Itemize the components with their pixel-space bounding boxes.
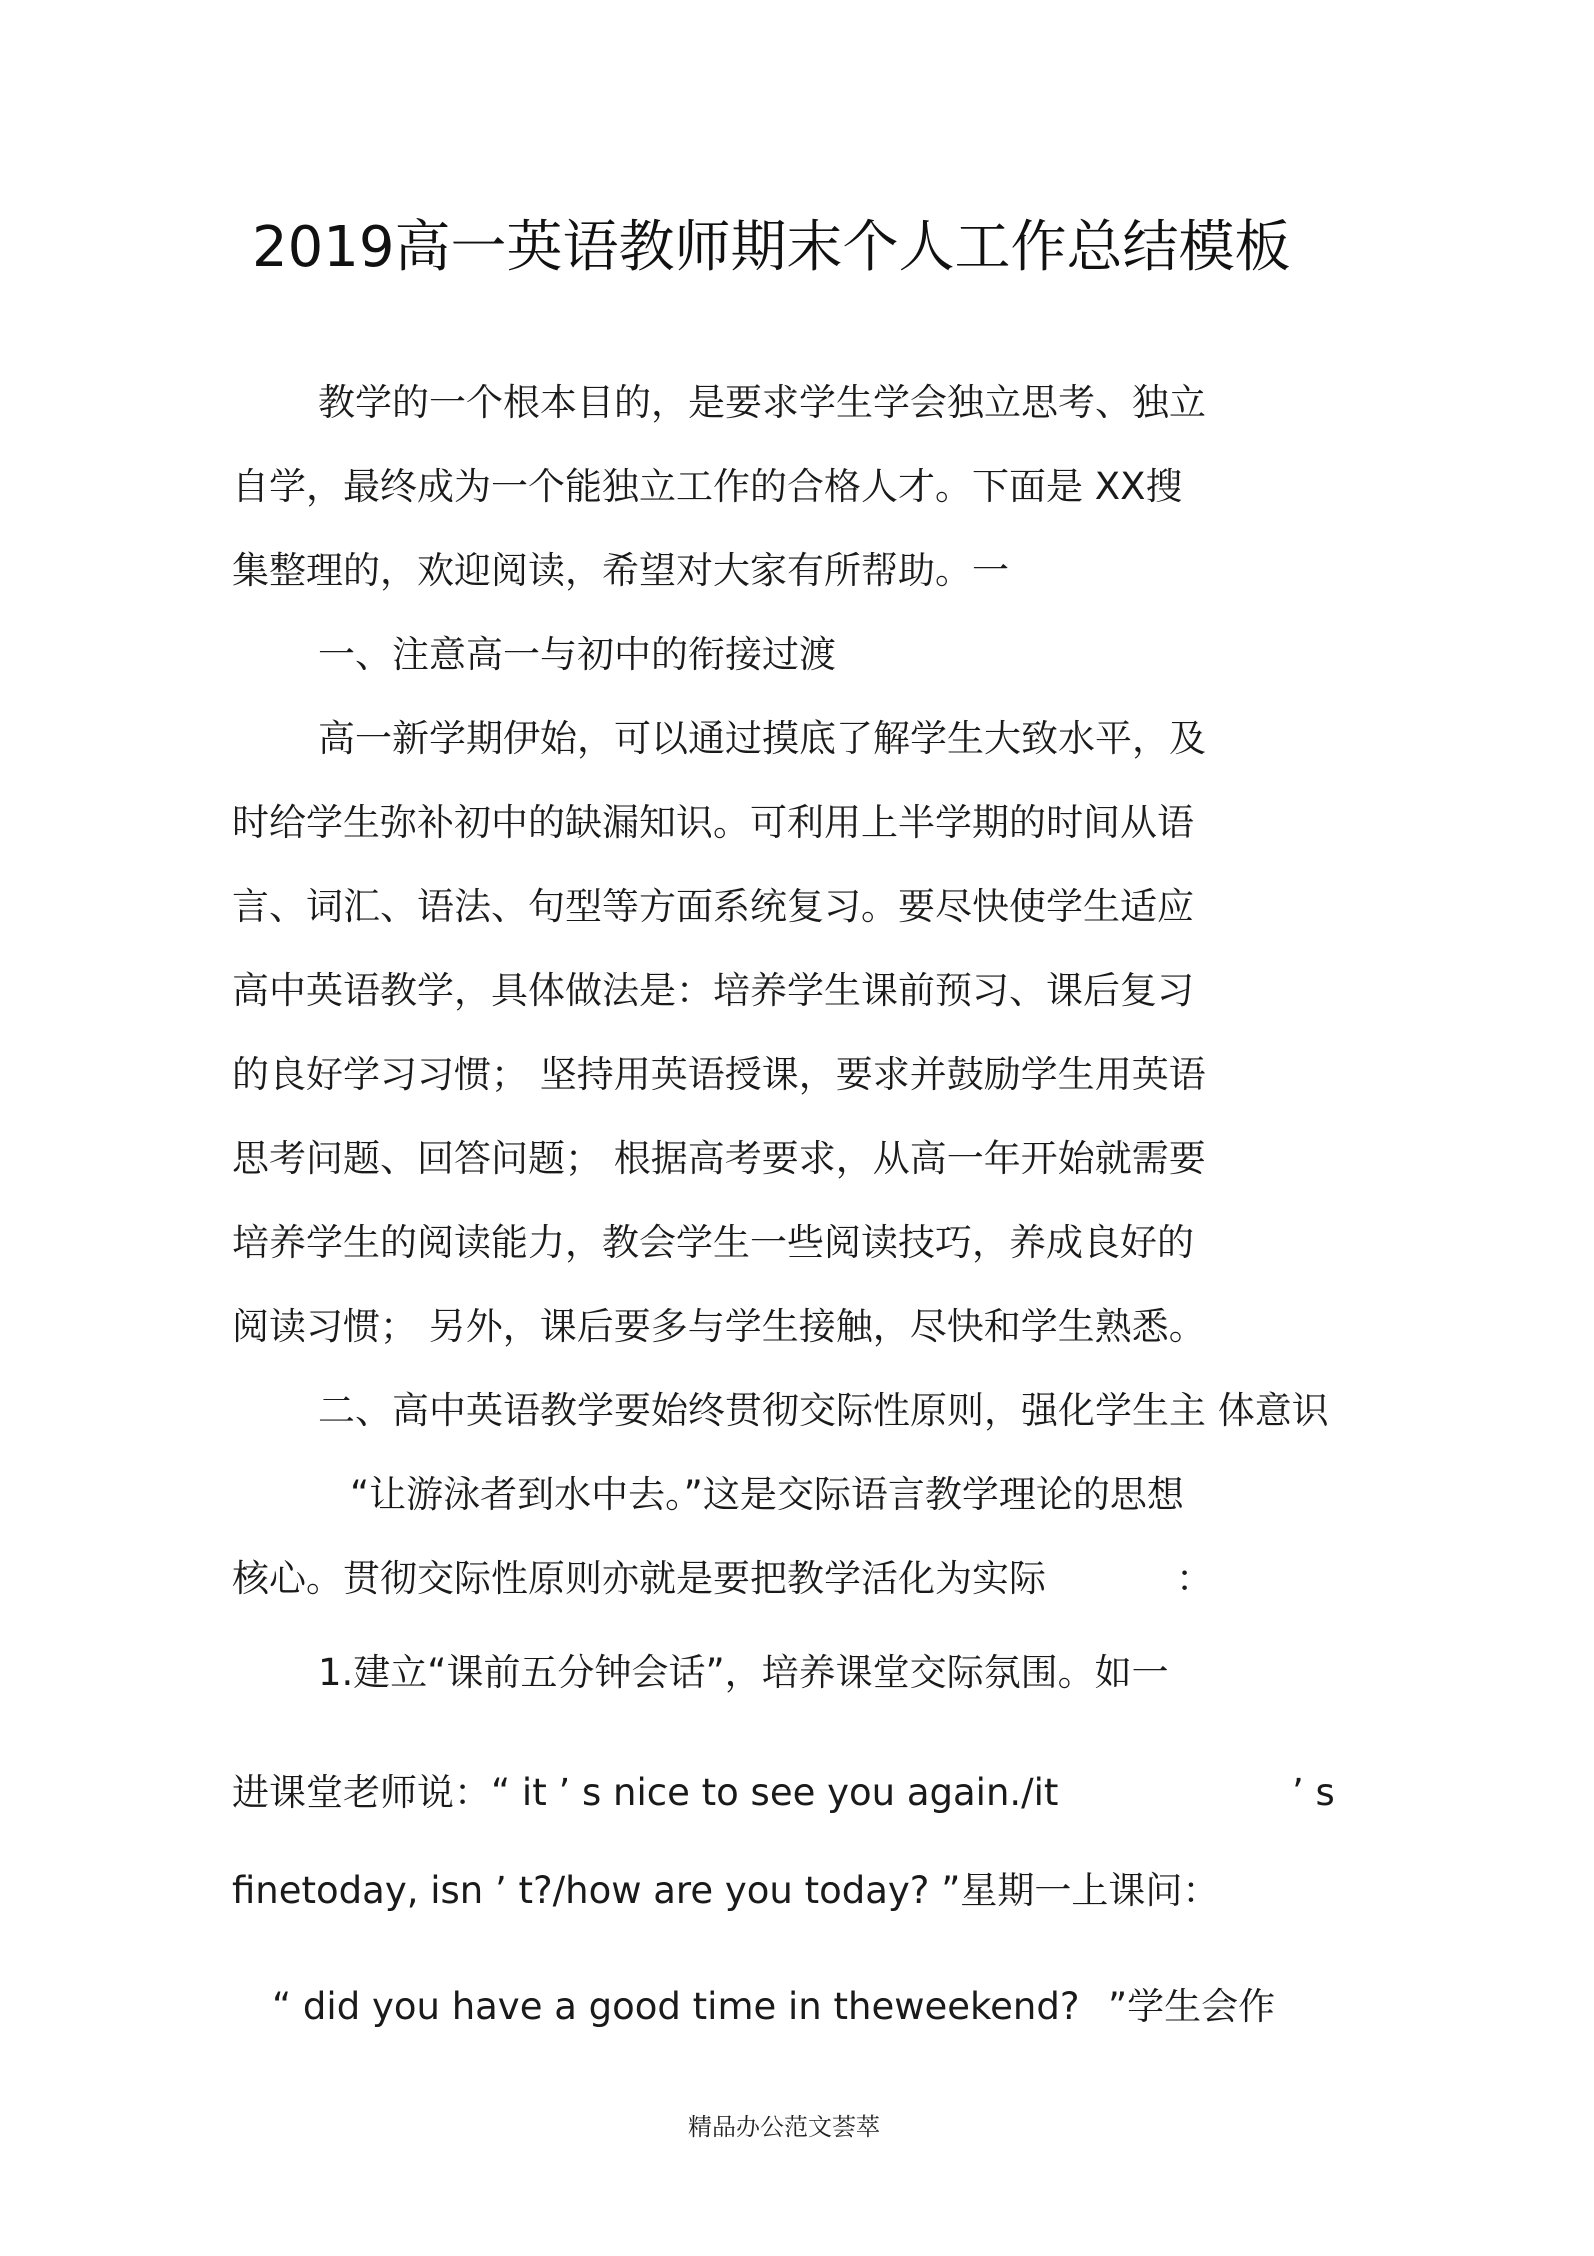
body-line: ’ s	[1292, 1771, 1335, 1814]
body-line: 高中英语教学，具体做法是：培养学生课前预习、课后复习	[232, 969, 1194, 1012]
body-line: 1.建立“课前五分钟会话”，培养课堂交际氛围。如一	[318, 1651, 1169, 1694]
body-line: 自学，最终成为一个能独立工作的合格人才。下面是 XX搜	[232, 465, 1183, 508]
body-line: “让游泳者到水中去。”这是交际语言教学理论的思想	[350, 1473, 1184, 1516]
body-line: 教学的一个根本目的，是要求学生学会独立思考、独立	[318, 381, 1206, 424]
document-title: 2019高一英语教师期末个人工作总结模板	[252, 215, 1291, 280]
body-line: finetoday, isn ’ t?/how are you today? ”星期一上课问：	[232, 1869, 1220, 1912]
body-line: 阅读习惯； 另外，课后要多与学生接触，尽快和学生熟悉。	[232, 1305, 1206, 1348]
body-line: 核心。贯彻交际性原则亦就是要把教学活化为实际	[232, 1557, 1046, 1600]
body-line: 言、词汇、语法、句型等方面系统复习。要尽快使学生适应	[232, 885, 1194, 928]
body-line: 高一新学期伊始，可以通过摸底了解学生大致水平，及	[318, 717, 1206, 760]
body-line: 集整理的，欢迎阅读，希望对大家有所帮助。一	[232, 549, 1009, 592]
body-line: “ did you have a good time in theweekend?	[272, 1985, 1080, 2028]
section-heading: 一、注意高一与初中的衔接过渡	[318, 633, 836, 676]
page-footer: 精品办公范文荟萃	[688, 2113, 880, 2141]
body-line: 进课堂老师说：“ it ’ s nice to see you again./it	[232, 1771, 1059, 1814]
section-heading: 二、高中英语教学要始终贯彻交际性原则，强化学生主 体意识	[318, 1389, 1329, 1432]
body-line: 培养学生的阅读能力，教会学生一些阅读技巧，养成良好的	[232, 1221, 1194, 1264]
body-line: ：	[1176, 1557, 1213, 1600]
body-line: ”学生会作	[1108, 1985, 1276, 2028]
body-line: 的良好学习习惯； 坚持用英语授课，要求并鼓励学生用英语	[232, 1053, 1206, 1096]
body-line: 思考问题、回答问题； 根据高考要求，从高一年开始就需要	[232, 1137, 1206, 1180]
body-line: 时给学生弥补初中的缺漏知识。可利用上半学期的时间从语	[232, 801, 1194, 844]
